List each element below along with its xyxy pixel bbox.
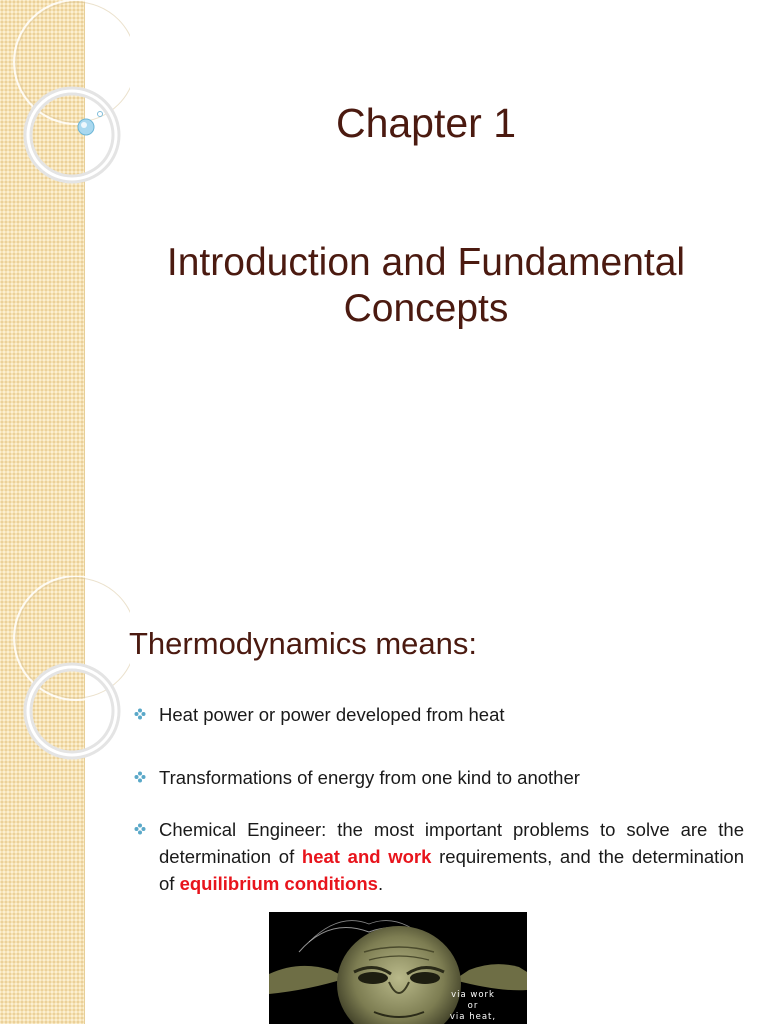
circle-rings-icon <box>0 576 130 776</box>
chapter-title: Chapter 1 <box>335 100 517 146</box>
chapter-subtitle: Introduction and Fundamental Concepts <box>166 241 686 330</box>
diamond-bullet-icon <box>134 771 146 783</box>
highlight-equilibrium-conditions: equilibrium conditions <box>179 873 378 894</box>
bullet-text-part: . <box>377 873 384 894</box>
bullet-text-part: requirements, and the determination of <box>159 846 745 894</box>
bullet-text <box>159 819 744 894</box>
bullet-text: Heat power or power developed from heat <box>159 704 505 725</box>
bullet-list <box>134 701 744 897</box>
image-caption <box>443 990 503 1023</box>
bullet-text-part: Chemical Engineer: the most important problems to solve are the determination of <box>159 819 744 867</box>
bullet-text: Transformations of energy from one kind to another <box>159 767 580 788</box>
caption-line: via work <box>451 990 495 1000</box>
list-item <box>134 764 744 791</box>
section-heading: Thermodynamics means: <box>129 626 478 661</box>
content-slide <box>0 576 768 1024</box>
diamond-bullet-icon <box>134 708 146 720</box>
list-item <box>134 816 744 897</box>
caption-line: or <box>467 1001 479 1011</box>
caption-line: via heat, <box>449 1012 497 1022</box>
yoda-image <box>269 912 527 1024</box>
list-item <box>134 701 744 728</box>
highlight-heat-and-work: heat and work <box>301 846 432 867</box>
diamond-bullet-icon <box>134 823 146 835</box>
